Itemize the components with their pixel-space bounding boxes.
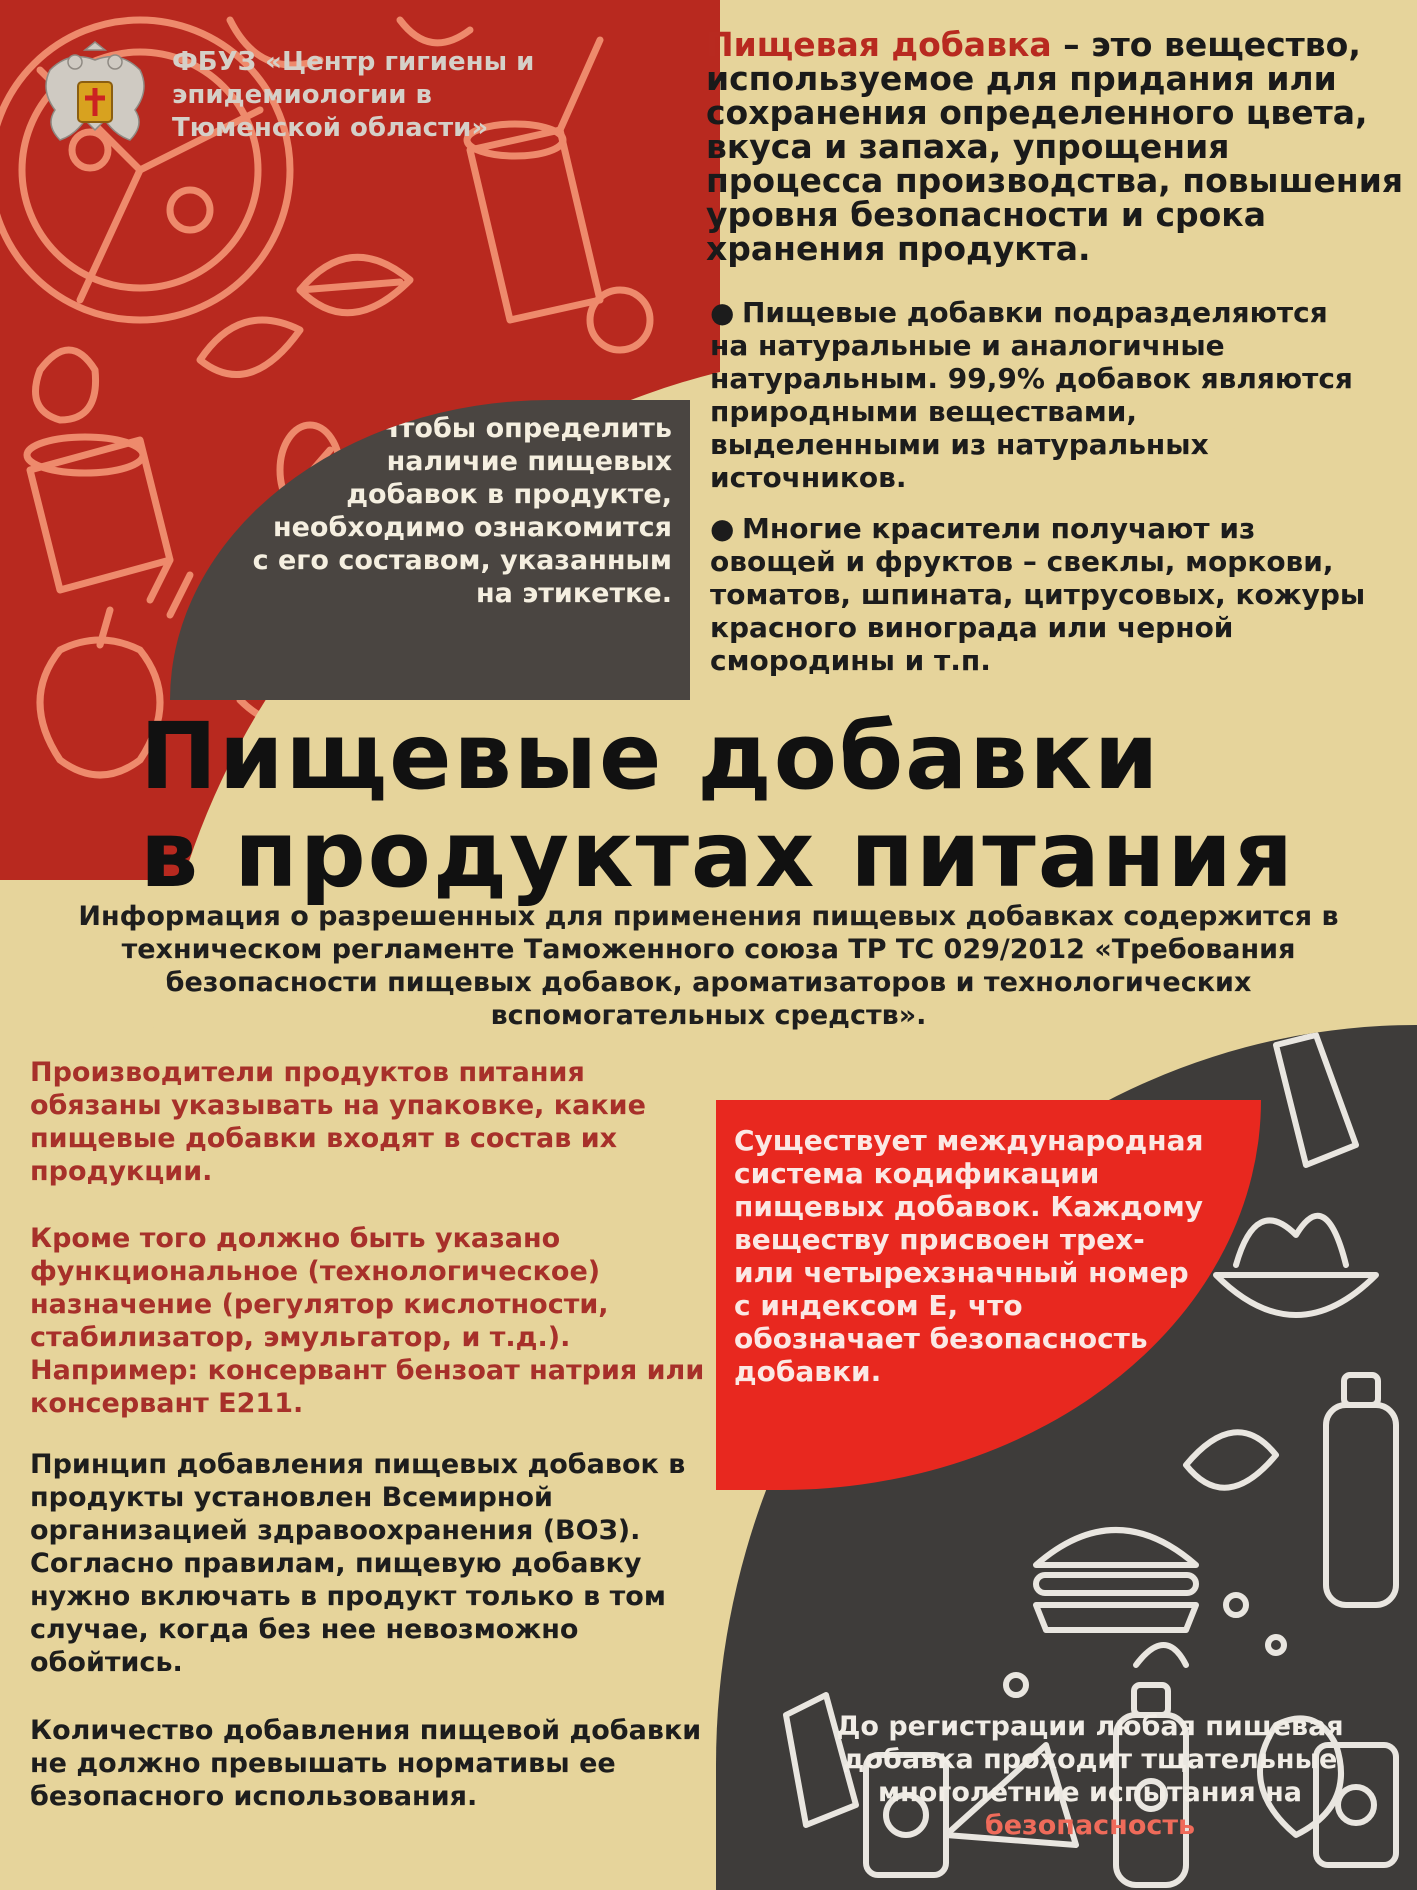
codification-text: Существует международная система кодификации пищевых добавок. Каждому веществу присвоен трех- или четырехзначный номер с индексом Е, что обозначает безопасность добавки. [734,1124,1204,1388]
definition-paragraph [706,25,1406,268]
principle-paragraph: Принцип добавления пищевых добавок в продукты установлен Всемирной организацией здравоохранения (ВОЗ). Согласно правилам, пищевую добавку нужно включать в продукт только в том случае, когда без нее невозможно обойтись. [30,1449,686,1678]
bullet-text: Пищевые добавки подразделяются на натуральные и аналогичные натуральным. 99,9% добавок являются природными веществами, выделенными из натуральных источников. [710,296,1353,494]
title-line-1: Пищевые добавки [140,703,1161,810]
emblem-logo [30,40,160,160]
bullet-text: Многие красители получают из овощей и фруктов – свеклы, моркови, томатов, шпината, цитрусовых, кожуры красного винограда или черной смородины и т.п. [710,512,1366,677]
double-headed-eagle-icon [30,40,160,160]
definition-term: Пищевая добавка [706,25,1052,64]
bullet-item [710,296,1370,494]
regulation-paragraph: Информация о разрешенных для применения пищевых добавках содержится в техническом регламенте Таможенного союза ТР ТС 029/2012 «Требования безопасности пищевых добавок, ароматизаторов и технологических вспомогательных средств». [78,901,1339,1031]
function-paragraph: Кроме того должно быть указано функциональное (технологическое) назначение (регулятор кислотности, стабилизатор, эмульгатор, и т.д.). Например: консервант бензоат натрия или консервант Е211. [30,1223,705,1419]
bullet-dot-icon: ● [710,296,735,329]
check-label-text: Чтобы определить наличие пищевых добавок в продукте, необходимо ознакомится с его составом, указанным на этикетке. [252,413,672,609]
bullet-dot-icon: ● [710,512,735,545]
registration-accent: безопасность [984,1810,1196,1841]
registration-text: До регистрации любая пищевая добавка проходит тщательные многолетние испытания на [836,1711,1344,1808]
registration-paragraph [790,1710,1390,1842]
bullet-item [710,512,1370,677]
page-title [140,703,1380,908]
organization-name: ФБУЗ «Центр гигиены и эпидемиологии в Тюменской области» [172,47,535,143]
producers-paragraph: Производители продуктов питания обязаны указывать на упаковке, какие пищевые добавки входят в состав их продукции. [30,1057,646,1187]
amount-paragraph: Количество добавления пищевой добавки не должно превышать нормативы ее безопасного использования. [30,1715,702,1812]
definition-text: – это вещество, используемое для придания или сохранения определенного цвета, вкуса и запаха, упрощения процесса производства, повышения уровня безопасности и срока хранения продукта. [706,25,1404,268]
title-line-2: в продуктах питания [140,801,1295,908]
